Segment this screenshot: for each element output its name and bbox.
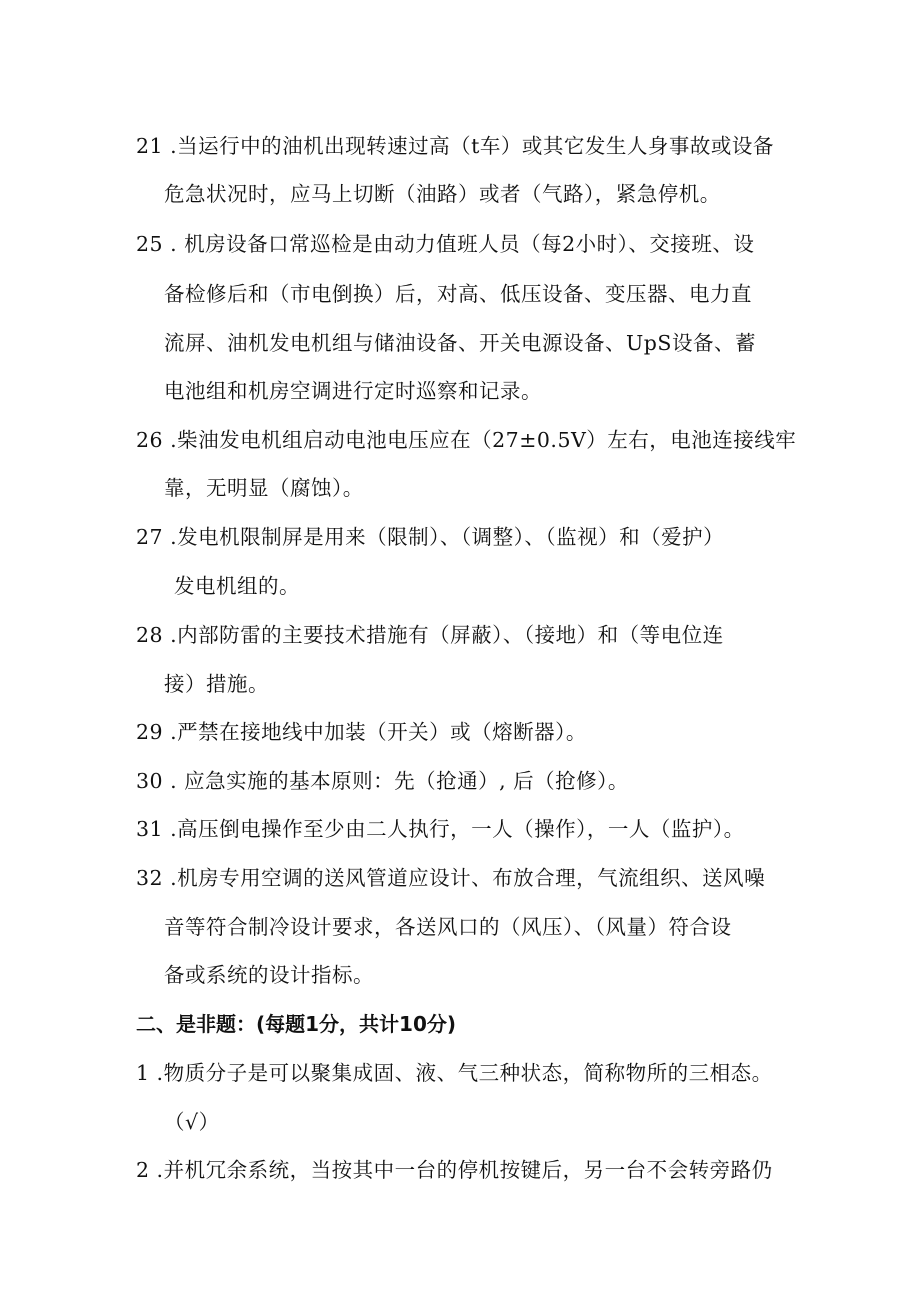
tf-item-1-answer: （√） bbox=[164, 1110, 220, 1134]
item-21-line-2: 危急状况时，应马上切断（油路）或者（气路），紧急停机。 bbox=[164, 182, 721, 206]
item-32-line-2: 音等符合制冷设计要求，各送风口的（风压）、（风量）符合设 bbox=[164, 915, 732, 939]
item-32-line-1: 32 .机房专用空调的送风管道应设计、布放合理，气流组织、送风噪 bbox=[136, 866, 766, 890]
item-29-line-1: 29 .严禁在接地线中加装（开关）或（熔断器）。 bbox=[136, 720, 587, 744]
item-28-line-2: 接）措施。 bbox=[164, 672, 269, 696]
tf-item-1-line-1: 1 .物质分子是可以聚集成固、液、气三种状态，简称物所的三相态。 bbox=[136, 1061, 773, 1085]
tf-item-2-line-1: 2 .并机冗余系统，当按其中一台的停机按键后，另一台不会转旁路仍 bbox=[136, 1158, 773, 1182]
item-25-line-1: 25 . 机房设备口常巡检是由动力值班人员（每2小时）、交接班、设 bbox=[136, 232, 755, 256]
section-heading: 二、是非题：(每题1分，共计10分) bbox=[136, 1012, 457, 1036]
item-31-line-1: 31 .高压倒电操作至少由二人执行，一人（操作），一人（监护）。 bbox=[136, 817, 745, 841]
item-27-line-1: 27 .发电机限制屏是用来（限制）、（调整）、（监视）和（爱护） bbox=[136, 525, 725, 549]
item-30-line-1: 30 . 应急实施的基本原则：先（抢通）, 后（抢修）。 bbox=[136, 769, 629, 793]
item-26-line-2: 靠，无明显（腐蚀）。 bbox=[164, 476, 364, 500]
item-25-line-3: 流屏、油机发电机组与储油设备、开关电源设备、UpS设备、蓄 bbox=[164, 331, 756, 355]
item-25-line-4: 电池组和机房空调进行定时巡察和记录。 bbox=[164, 379, 542, 403]
item-26-line-1: 26 .柴油发电机组启动电池电压应在（27±0.5V）左右，电池连接线牢 bbox=[136, 428, 797, 452]
item-28-line-1: 28 .内部防雷的主要技术措施有（屏蔽）、（接地）和（等电位连 bbox=[136, 623, 724, 647]
item-21-line-1: 21 .当运行中的油机出现转速过高（t车）或其它发生人身事故或设备 bbox=[136, 134, 774, 158]
item-25-line-2: 备检修后和（市电倒换）后，对高、低压设备、变压器、电力直 bbox=[164, 282, 752, 306]
item-32-line-3: 备或系统的设计指标。 bbox=[164, 963, 374, 987]
item-27-line-2: 发电机组的。 bbox=[174, 574, 300, 598]
